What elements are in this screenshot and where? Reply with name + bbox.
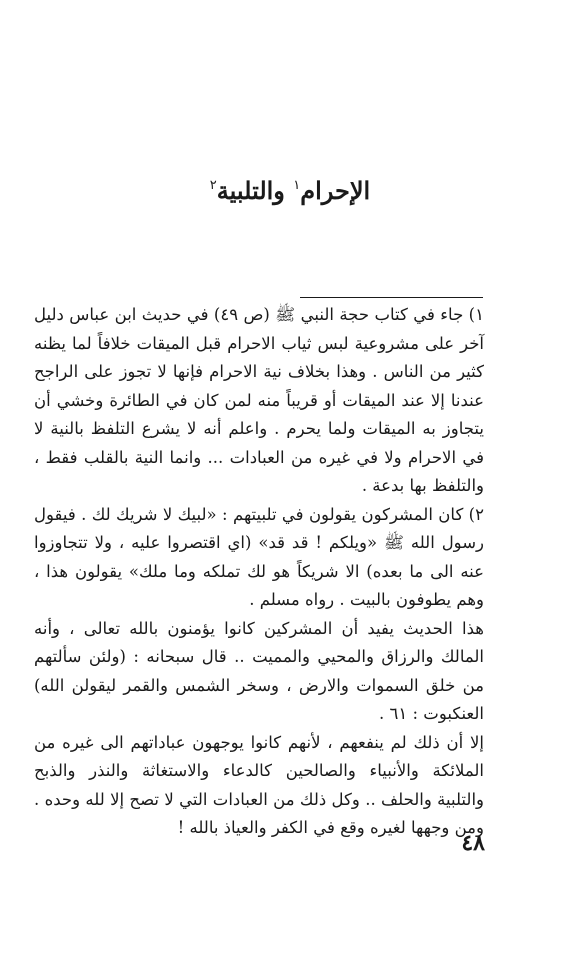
footnote-2-conclusion: إلا أن ذلك لم ينفعهم ، لأنهم كانوا يوجهون عباداتهم الى غيره من الملائكة والأنبياء والصالحين كالدعاء والاستغاثة والنذر والذبح والتلبية والحلف .. وكل ذلك من العبادات التي لا تصح إلا لله وحده . ومن وجهها لغيره وقع في الكفر والعياذ بالله !: [34, 732, 484, 837]
heading-title-talbiya: والتلبية: [216, 176, 294, 205]
section-heading: [0, 166, 580, 211]
heading-title-ihram: الإحرام: [300, 176, 371, 205]
footnote-separator-rule: [300, 297, 483, 298]
page-number: ٤٨: [461, 830, 485, 856]
footnote-1: ١) جاء في كتاب حجة النبي ﷺ (ص ٤٩) في حديث ابن عباس دليل آخر على مشروعية لبس ثياب الاحرام قبل الميقات خلافاً لما يظنه كثير من الناس . وهذا بخلاف نية الاحرام فإنها لا تجوز على الراجح عندنا إلا عند الميقات أو قريباً منه لمن كان في الطائرة وخشي أن يتجاوز به الميقات ولما يحرم . واعلم أنه لا يشرع التلفظ بالنية لا في الاحرام ولا في غيره من العبادات ... وانما النية بالقلب فقط ، والتلفظ بها بدعة .: [34, 305, 484, 495]
footnote-ref-2: ٢: [209, 178, 217, 193]
footnote-2: ٢) كان المشركون يقولون في تلبيتهم : «لبيك لا شريك لك . فيقول رسول الله ﷺ «ويلكم ! قد قد» (اي اقتصروا عليه ، ولا تتجاوزوا عنه الى ما بعده) الا شريكاً هو لك تملكه وما ملك» يقولون هذا ، وهم يطوفون بالبيت . رواه مسلم .: [34, 504, 484, 609]
footnotes-block: [34, 301, 484, 843]
footnote-2-commentary: هذا الحديث يفيد أن المشركين كانوا يؤمنون بالله تعالى ، وأنه المالك والرزاق والمحيي والمميت .. قال سبحانه : (ولئن سألتهم من خلق السموات والارض ، وسخر الشمس والقمر ليقولن الله) العنكبوت : ٦١ .: [34, 618, 484, 723]
footnote-ref-1: ١: [293, 178, 301, 193]
